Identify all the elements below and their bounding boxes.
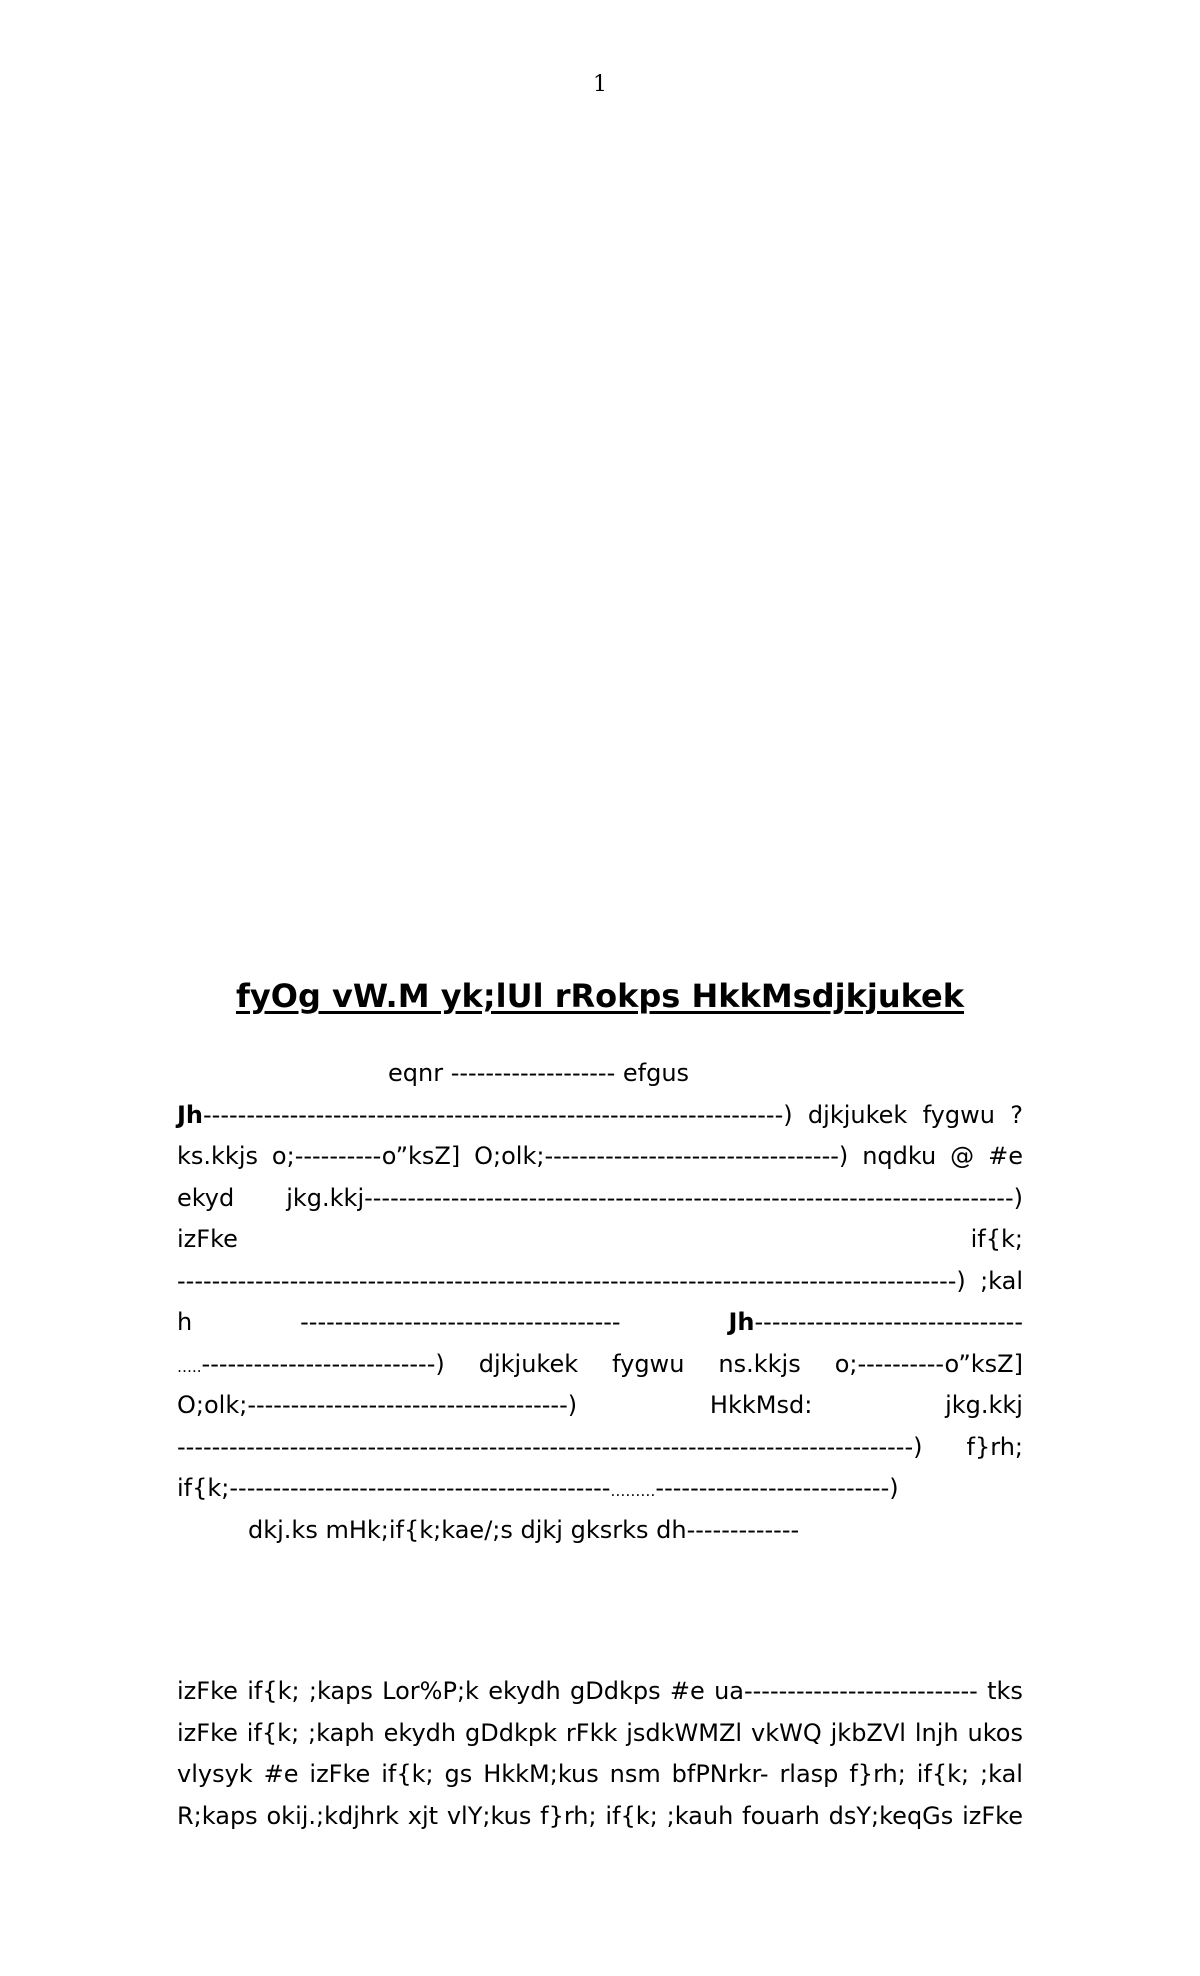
text-segment: h	[177, 1308, 193, 1336]
place-date-line: eqnr ------------------- efgus	[388, 1059, 690, 1087]
word: Lor%P;k	[382, 1677, 479, 1705]
word: ;kal	[980, 1760, 1023, 1788]
text-line	[177, 1385, 1023, 1427]
word: if{k;	[605, 1801, 658, 1830]
text-segment: -------------------------------------	[300, 1308, 621, 1336]
word: #e	[669, 1677, 705, 1705]
text-line	[177, 1510, 1023, 1552]
word: HkkM;kus	[483, 1760, 599, 1788]
word: rlasp	[779, 1760, 839, 1788]
word: #e	[263, 1760, 299, 1788]
bold-text: Jh	[177, 1100, 204, 1129]
text-line	[177, 1095, 1023, 1137]
word: gs	[444, 1760, 473, 1788]
word: rFkk	[565, 1718, 618, 1747]
word: nsm	[609, 1760, 661, 1788]
text-segment: O;olk;-------------------------------------)	[177, 1391, 578, 1419]
word: if{k;	[381, 1760, 434, 1788]
text-line	[177, 1427, 1023, 1469]
paragraph-line	[177, 1713, 1023, 1755]
word: f}rh;	[849, 1760, 906, 1788]
paragraph-line	[177, 1671, 1023, 1713]
text-segment: ------------------------------------------------------------------------------------------)	[177, 1266, 966, 1295]
text-segment: #e	[988, 1142, 1023, 1170]
paragraph-line	[177, 1754, 1023, 1796]
text-line	[177, 1468, 1023, 1510]
word: jkbZVl	[830, 1718, 906, 1747]
word: izFke	[177, 1677, 238, 1705]
text-segment: HkkMsd:	[709, 1391, 813, 1419]
word: if{k;	[246, 1718, 300, 1747]
text-segment: o;----------o”ksZ]	[834, 1349, 1023, 1378]
word: ;kauh	[666, 1801, 734, 1830]
word: tks	[987, 1677, 1023, 1705]
text-segment: -------------------------------------------------------------------)	[203, 1100, 793, 1129]
agreement-header-block	[177, 1053, 1023, 1551]
agreement-body-paragraph	[177, 1671, 1023, 1837]
text-line	[177, 1344, 1023, 1386]
text-segment: ;kal	[980, 1266, 1023, 1295]
text-segment: ekyd	[177, 1183, 235, 1212]
text-segment: -------------------------------------------------------------------------------------)	[177, 1432, 923, 1461]
text-line	[177, 1053, 1023, 1095]
text-segment: if{k;	[970, 1225, 1023, 1253]
ellipsis-text: ………	[610, 1482, 656, 1500]
text-segment: fygwu	[612, 1349, 685, 1378]
word: jsdkWMZl	[626, 1718, 743, 1747]
word: izFke	[309, 1760, 371, 1788]
text-line	[177, 1178, 1023, 1220]
text-segment: fygwu	[922, 1100, 995, 1129]
text-segment: djkjukek	[807, 1100, 908, 1129]
word: vlY;kus	[446, 1801, 532, 1830]
word: vkWQ	[751, 1718, 822, 1747]
word: ekydh	[488, 1677, 561, 1705]
word: ;kaps	[308, 1677, 373, 1705]
ellipsis-text: …..	[177, 1357, 202, 1376]
document-title: fyOg vW.M yk;lUl rRokps HkkMsdjkjukek	[235, 977, 965, 1015]
text-segment: ns.kkjs	[718, 1349, 801, 1378]
paragraph-line	[177, 1796, 1023, 1838]
bold-text: Jh	[728, 1308, 755, 1336]
word: ua---------------------------	[714, 1677, 978, 1705]
text-segment: ---------------------------)	[201, 1349, 445, 1378]
word: ekydh	[383, 1718, 457, 1747]
text-line	[177, 1302, 1023, 1344]
word: ;kaph	[308, 1718, 375, 1747]
text-segment	[177, 1095, 793, 1137]
word: dsY;keqGs	[828, 1801, 954, 1830]
word: izFke	[962, 1801, 1023, 1830]
word: fouarh	[742, 1801, 820, 1830]
word: f}rh;	[540, 1801, 597, 1830]
word: okij.;kdjhrk	[266, 1801, 399, 1830]
text-line	[177, 1261, 1023, 1303]
text-segment: ---------------------------)	[655, 1474, 899, 1502]
word: vlysyk	[177, 1760, 253, 1788]
text-segment: ks.kkjs	[177, 1142, 258, 1170]
text-segment: -------------------------------	[754, 1308, 1023, 1336]
text-segment: f}rh;	[966, 1432, 1023, 1461]
word: gDdkpk	[465, 1718, 557, 1747]
text-segment: if{k;--------------------------------------------	[177, 1474, 611, 1502]
text-segment: O;olk;----------------------------------)	[474, 1142, 849, 1170]
text-segment: @	[950, 1142, 975, 1170]
text-segment	[177, 1344, 445, 1389]
word: if{k;	[247, 1677, 300, 1705]
word: R;kaps	[177, 1801, 258, 1830]
text-segment: djkjukek	[478, 1349, 579, 1378]
text-segment: o;----------o”ksZ]	[271, 1142, 461, 1170]
text-line	[177, 1219, 1023, 1261]
word: ukos	[967, 1718, 1023, 1747]
text-segment	[729, 1302, 1023, 1344]
text-segment: nqdku	[862, 1142, 937, 1170]
text-segment: izFke	[177, 1225, 238, 1253]
word: xjt	[407, 1801, 439, 1830]
text-segment: ?	[1010, 1100, 1023, 1129]
word: if{k;	[916, 1760, 970, 1788]
text-segment	[177, 1468, 899, 1513]
page-number: 1	[593, 72, 607, 97]
text-segment: jkg.kkj---------------------------------------------------------------------------)	[286, 1183, 1023, 1212]
text-segment: jkg.kkj	[945, 1391, 1023, 1419]
text-segment: dkj.ks mHk;if{k;kae/;s djkj gksrks dh-------------	[248, 1515, 800, 1544]
word: lnjh	[914, 1718, 959, 1747]
text-line	[177, 1136, 1023, 1178]
word: bfPNrkr-	[671, 1760, 769, 1788]
word: izFke	[177, 1718, 238, 1747]
word: gDdkps	[570, 1677, 661, 1705]
